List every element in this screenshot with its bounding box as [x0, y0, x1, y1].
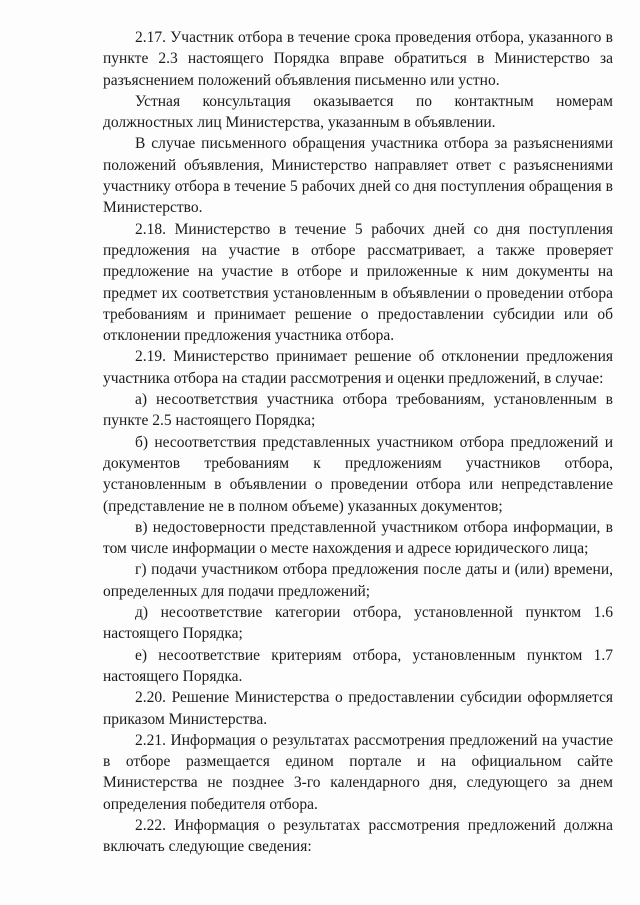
paragraph-2-21: 2.21. Информация о результатах рассмотрения предложений на участие в отборе размещается едином портале и на официальном сайте Министерства не позднее 3-го календарного дня, следующего за днем определения победителя отбора.: [103, 731, 613, 813]
list-item-e: е) несоответствие критериям отбора, установленным пунктом 1.7 настоящего Порядка.: [103, 646, 613, 685]
list-item-v: в) недостоверности представленной участником отбора информации, в том числе информации о месте нахождения и адресе юридического лица;: [103, 518, 613, 558]
paragraph-oral-consultation: Устная консультация оказывается по контактным номерам должностных лиц Министерства, указанным в объявлении.: [103, 92, 613, 132]
list-item-b: б) несоответствия представленных участником отбора предложений и документов требованиям к предложениям участников отбора, установленным в объявлении о проведении отбора или непредставление (представление не в полном объеме) указанных документов;: [103, 433, 613, 515]
list-item-d: д) несоответствие категории отбора, установленной пунктом 1.6 настоящего Порядка;: [103, 604, 613, 643]
document-body: [103, 27, 613, 858]
paragraph-2-19: 2.19. Министерство принимает решение об отклонении предложения участника отбора на стадии рассмотрения и оценки предложений, в случае:: [103, 348, 613, 387]
paragraph-2-17: 2.17. Участник отбора в течение срока проведения отбора, указанного в пункте 2.3 настоящего Порядка вправе обратиться в Министерство за разъяснением положений объявления письменно или устно.: [103, 29, 613, 89]
list-item-g: г) подачи участником отбора предложения после даты и (или) времени, определенных для подачи предложений;: [103, 561, 613, 600]
paragraph-2-20: 2.20. Решение Министерства о предоставлении субсидии оформляется приказом Министерства.: [103, 689, 613, 728]
paragraph-2-22: 2.22. Информация о результатах рассмотрения предложений должна включать следующие сведения:: [103, 816, 613, 856]
paragraph-written-request: В случае письменного обращения участника отбора за разъяснениями положений объявления, Министерство направляет ответ с разъяснениями участнику отбора в течение 5 рабочих дней со дня поступления обращения в Министерство.: [103, 135, 613, 217]
list-item-a: а) несоответствия участника отбора требованиям, установленным в пункте 2.5 настоящего Порядка;: [103, 391, 613, 430]
paragraph-2-18: 2.18. Министерство в течение 5 рабочих дней со дня поступления предложения на участие в отборе рассматривает, а также проверяет предложение на участие в отборе и приложенные к ним документы на предмет их соответствия установленным в объявлении о проведении отбора требованиям и принимает решение о предоставлении субсидии или об отклонении предложения участника отбора.: [103, 220, 613, 345]
